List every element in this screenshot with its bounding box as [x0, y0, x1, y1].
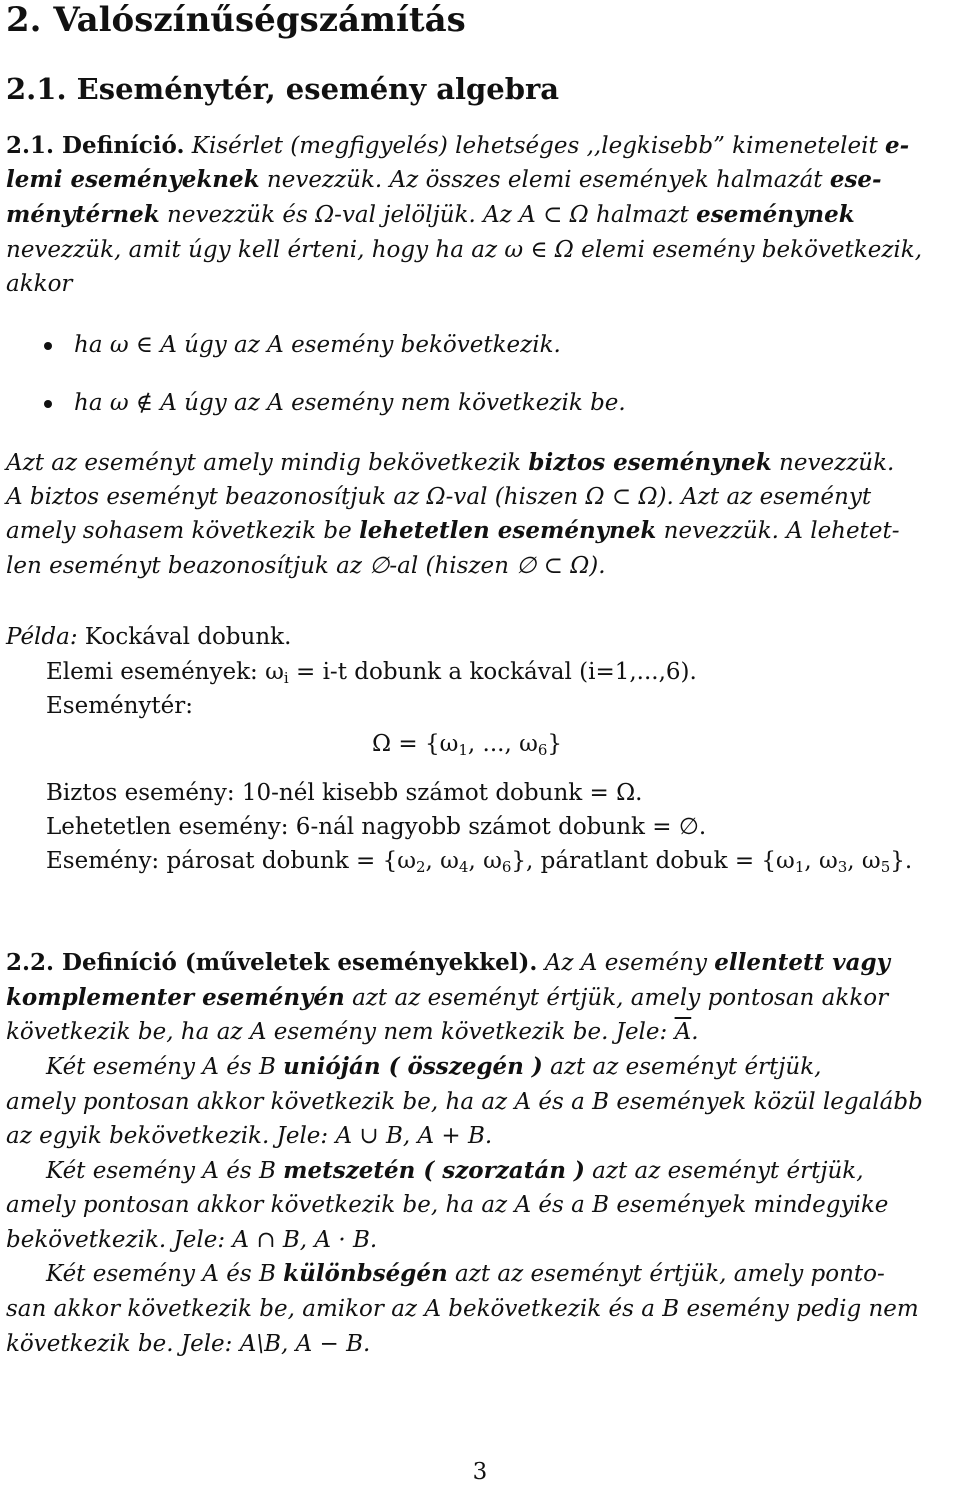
- definition-2-1-line: lemi eseményeknek nevezzük. Az összes elemi események halmazát ese-: [6, 166, 882, 193]
- intersection-line: amely pontosan akkor következik be, ha az A és a B események mindegyike: [6, 1192, 889, 1218]
- definition-2-2-line: komplementer eseményén azt az eseményt értjük, amely pontosan akkor: [6, 984, 889, 1011]
- definition-label: 2.2. Definíció (műveletek eseményekkel).: [6, 949, 538, 976]
- chapter-title: 2. Valószínűségszámítás: [6, 0, 466, 40]
- definition-label: 2.1. Definíció.: [6, 132, 185, 159]
- union-line: amely pontosan akkor következik be, ha az A és a B események közül legalább: [6, 1089, 923, 1115]
- example-line: Lehetetlen esemény: 6-nál nagyobb számot dobunk = ∅.: [46, 814, 707, 840]
- sample-space-formula: $\Omega = \{\omega_1$, ..., $\omega_6$}: [372, 731, 563, 759]
- definition-2-1-line: ménytérnek nevezzük és Ω-val jelöljük. Az A ⊂ Ω halmazt eseménynek: [6, 201, 855, 228]
- difference-line: következik be. Jele: A\B, A − B.: [6, 1331, 371, 1357]
- bullet-icon: [44, 342, 52, 350]
- difference-line: Két esemény A és B különbségén azt az eseményt értjük, amely ponto-: [46, 1260, 885, 1287]
- example-line: Elemi események: $\omega_i = i-t$ dobunk a kockával (i=1,...,6).: [46, 659, 697, 687]
- difference-line: san akkor következik be, amikor az A bekövetkezik és a B esemény pedig nem: [6, 1296, 919, 1322]
- bullet-icon: [44, 400, 52, 408]
- definition-2-1-line: nevezzük, amit úgy kell érteni, hogy ha az ω ∈ Ω elemi esemény bekövetkezik,: [6, 237, 923, 263]
- definition-2-2-line: következik be, ha az A esemény nem következik be. Jele: $\overline{A}$.: [6, 1019, 699, 1045]
- intersection-line: bekövetkezik. Jele: A ∩ B, A · B.: [6, 1227, 378, 1253]
- example-line: Biztos esemény: 10-nél kisebb számot dobunk = Ω.: [46, 780, 643, 806]
- paragraph-line: Azt az eseményt amely mindig bekövetkezik biztos eseménynek nevezzük.: [6, 449, 895, 476]
- definition-2-1-line: akkor: [6, 271, 73, 297]
- union-line: az egyik bekövetkezik. Jele: A ∪ B, A + B.: [6, 1123, 493, 1149]
- list-item: ha ω ∉ A úgy az A esemény nem következik be.: [74, 390, 626, 416]
- list-item: ha ω ∈ A úgy az A esemény bekövetkezik.: [74, 332, 561, 358]
- definition-2-2-line: 2.2. Definíció (műveletek eseményekkel). Az A esemény ellentett vagy: [6, 949, 890, 976]
- intersection-line: Két esemény A és B metszetén ( szorzatán ) azt az eseményt értjük,: [46, 1157, 864, 1184]
- page-number: 3: [472, 1459, 488, 1485]
- example-line: Eseménytér:: [46, 693, 194, 719]
- paragraph-line: A biztos eseményt beazonosítjuk az Ω-val (hiszen Ω ⊂ Ω). Azt az eseményt: [6, 484, 872, 510]
- definition-2-1-line: 2.1. Definíció. Kisérlet (megfigyelés) lehetséges ,,legkisebb” kimeneteleit e-: [6, 132, 910, 159]
- union-line: Két esemény A és B unióján ( összegén ) azt az eseményt értjük,: [46, 1053, 822, 1080]
- example-line: Példa: Kockával dobunk.: [6, 624, 292, 650]
- example-label: Példa:: [6, 624, 78, 650]
- paragraph-line: amely sohasem következik be lehetetlen eseménynek nevezzük. A lehetet-: [6, 517, 900, 544]
- paragraph-line: len eseményt beazonosítjuk az ∅-al (hiszen ∅ ⊂ Ω).: [6, 553, 606, 579]
- section-title: 2.1. Eseménytér, esemény algebra: [6, 72, 560, 106]
- example-line: Esemény: párosat dobunk = {$\omega_2$, $\omega_4$, $\omega_6$}, páratlant dobuk = {$\omega_1$, $\omega_3$, $\omega_5$}.: [46, 848, 913, 876]
